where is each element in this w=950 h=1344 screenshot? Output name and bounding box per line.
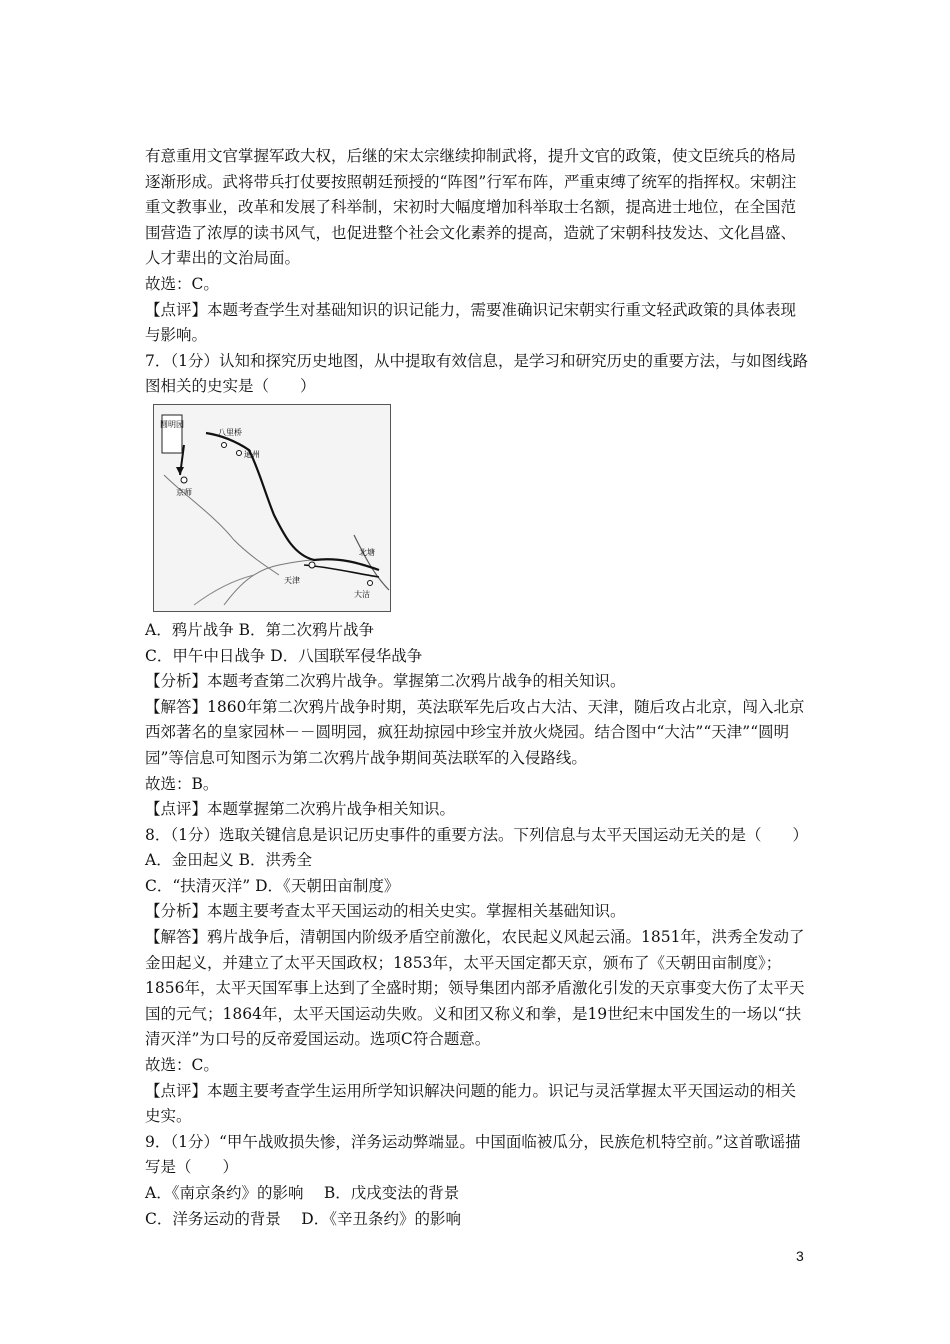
map-label: 京师 [176, 487, 192, 497]
option-line: A．鸦片战争 B．第二次鸦片战争 [145, 620, 375, 639]
option-line: A．《南京条约》的影响 B．戊戌变法的背景 [145, 1184, 460, 1202]
choice: 故选：C。 [145, 1056, 219, 1075]
analysis: 【分析】本题考查第二次鸦片战争。掌握第二次鸦片战争的相关知识。 [145, 672, 626, 691]
page-number: 3 [796, 1248, 804, 1264]
comment: 【点评】本题主要考查学生运用所学知识解决问题的能力。识记与灵活掌握太平天国运动的相关史实。 [145, 1081, 797, 1126]
route-map-figure [153, 404, 391, 612]
comment: 【点评】本题掌握第二次鸦片战争相关知识。 [145, 800, 456, 819]
analysis: 【分析】本题主要考查太平天国运动的相关史实。掌握相关基础知识。 [145, 902, 626, 921]
map-label: 大沽 [354, 589, 370, 599]
option-line: C．“扶清灭洋” D．《天朝田亩制度》 [145, 876, 400, 895]
paragraph: 故选：C。 [145, 274, 219, 293]
map-label: 天津 [284, 575, 300, 585]
option-line: C．洋务运动的背景 D．《辛丑条约》的影响 [145, 1209, 461, 1228]
question-9: 9．（1分）“甲午战败损失惨，洋务运动弊端显。中国面临被瓜分，民族危机特空前。”这首歌谣描写是（ ） [145, 1132, 801, 1177]
answer: 【解答】鸦片战争后，清朝国内阶级矛盾空前激化，农民起义风起云涌。1851年，洪秀全发动了金田起义，并建立了太平天国政权；1853年，太平天国定都天京，颁布了《天朝田亩制度》；1856年，太平天国军事上达到了全盛时期；领导集团内部矛盾激化引发的天京事变大伤了太平天国的元气；1864年，太平天国运动失败。义和团又称义和拳，是19世纪末中国发生的一场以“扶清灭洋”为口号的反帝爱国运动。选项C符合题意。 [145, 928, 805, 1049]
option-line: C．甲午中日战争 D．八国联军侵华战争 [145, 646, 423, 665]
document-body [145, 144, 810, 1232]
question-7: 7．（1分）认知和探究历史地图，从中提取有效信息，是学习和研究历史的重要方法，与如图线路图相关的史实是（ ） [145, 351, 808, 396]
paragraph: 有意重用文官掌握军政大权，后继的宋太宗继续抑制武将，提升文官的政策，使文臣统兵的格局逐渐形成。武将带兵打仗要按照朝廷预授的“阵图”行军布阵，严重束缚了统军的指挥权。宋朝注重文教事业，改革和发展了科举制，宋初时大幅度增加科举取士名额，提高进士地位，在全国范围营造了浓厚的读书风气，也促进整个社会文化素养的提高，造就了宋朝科技发达、文化昌盛、人才辈出的文治局面。 [145, 147, 797, 268]
question-8: 8．（1分）选取关键信息是识记历史事件的重要方法。下列信息与太平天国运动无关的是（ ） [145, 825, 808, 844]
map-label: 北塘 [359, 547, 375, 557]
paragraph: 【点评】本题考查学生对基础知识的识记能力，需要准确识记宋朝实行重文轻武政策的具体表现与影响。 [145, 300, 797, 345]
choice: 故选：B。 [145, 774, 219, 793]
answer: 【解答】1860年第二次鸦片战争时期，英法联军先后攻占大沽、天津，随后攻占北京，闯入北京西郊著名的皇家园林－－圆明园，疯狂劫掠园中珍宝并放火烧园。结合图中“大沽”“天津”“圆明园”等信息可知图示为第二次鸦片战争期间英法联军的入侵路线。 [145, 697, 805, 767]
option-line: A．金田起义 B．洪秀全 [145, 851, 313, 870]
map-label: 通州 [244, 449, 260, 459]
map-label: 八里桥 [218, 427, 242, 437]
map-label: 圆明园 [160, 419, 184, 429]
route-map [154, 405, 390, 611]
